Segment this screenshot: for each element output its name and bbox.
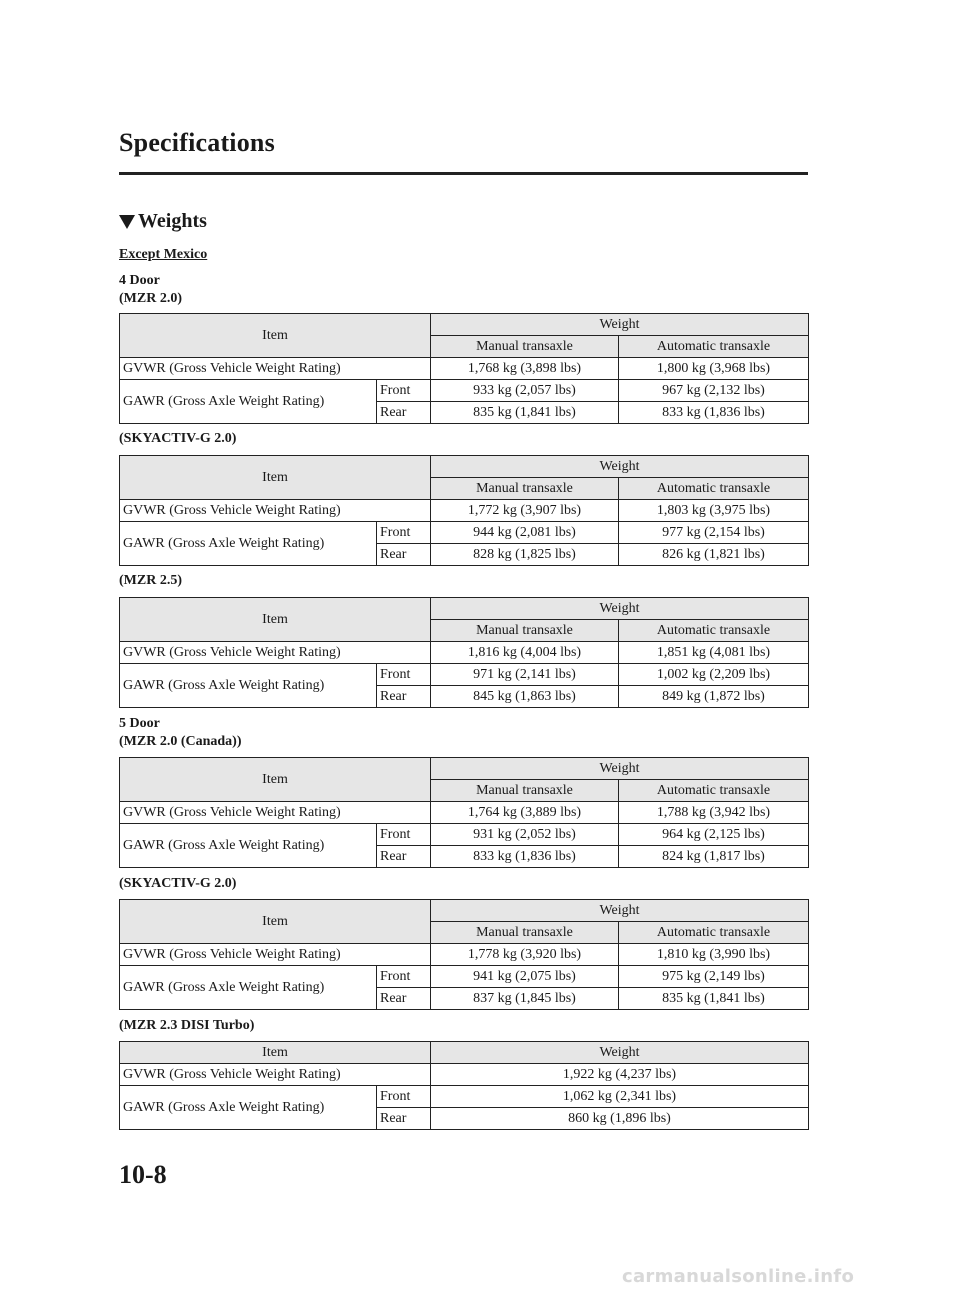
header-rule: [119, 172, 808, 175]
table-label: (SKYACTIV-G 2.0): [119, 431, 237, 446]
section-subtitle: Except Mexico: [119, 247, 208, 262]
header-manual: Manual transaxle: [431, 780, 619, 802]
rear-manual: 837 kg (1,845 lbs): [431, 988, 619, 1010]
rear-label: Rear: [377, 1108, 431, 1130]
gvwr-manual: 1,764 kg (3,889 lbs): [431, 802, 619, 824]
weights-table-3: [119, 597, 809, 708]
gvwr-manual: 1,816 kg (4,004 lbs): [431, 642, 619, 664]
group-label-5-door: 5 Door: [119, 716, 160, 731]
front-label: Front: [377, 664, 431, 686]
rear-automatic: 826 kg (1,821 lbs): [619, 544, 809, 566]
weights-table-6: [119, 1041, 809, 1130]
rear-automatic: 849 kg (1,872 lbs): [619, 686, 809, 708]
front-automatic: 1,002 kg (2,209 lbs): [619, 664, 809, 686]
front-manual: 941 kg (2,075 lbs): [431, 966, 619, 988]
table-label: (MZR 2.0): [119, 291, 182, 306]
front-label: Front: [377, 380, 431, 402]
rear-label: Rear: [377, 402, 431, 424]
weights-table-1: [119, 313, 809, 424]
rear-automatic: 824 kg (1,817 lbs): [619, 846, 809, 868]
table-label: (MZR 2.3 DISI Turbo): [119, 1018, 255, 1033]
rear-label: Rear: [377, 988, 431, 1010]
rear-automatic: 835 kg (1,841 lbs): [619, 988, 809, 1010]
row-gvwr-label: GVWR (Gross Vehicle Weight Rating): [120, 1064, 431, 1086]
header-item: Item: [120, 598, 431, 642]
gvwr-manual: 1,768 kg (3,898 lbs): [431, 358, 619, 380]
page-number: 10-8: [119, 1160, 167, 1189]
front-label: Front: [377, 824, 431, 846]
rear-automatic: 833 kg (1,836 lbs): [619, 402, 809, 424]
header-automatic: Automatic transaxle: [619, 478, 809, 500]
header-manual: Manual transaxle: [431, 478, 619, 500]
header-item: Item: [120, 758, 431, 802]
row-gawr-label: GAWR (Gross Axle Weight Rating): [120, 522, 377, 566]
table-label: (SKYACTIV-G 2.0): [119, 876, 237, 891]
group-label-4-door: 4 Door: [119, 273, 160, 288]
front-manual: 931 kg (2,052 lbs): [431, 824, 619, 846]
header-automatic: Automatic transaxle: [619, 336, 809, 358]
rear-label: Rear: [377, 544, 431, 566]
gvwr-automatic: 1,800 kg (3,968 lbs): [619, 358, 809, 380]
rear-manual: 828 kg (1,825 lbs): [431, 544, 619, 566]
watermark: carmanualsonline.info: [622, 1266, 855, 1287]
header-automatic: Automatic transaxle: [619, 620, 809, 642]
rear-value: 860 kg (1,896 lbs): [431, 1108, 809, 1130]
weights-table-4: [119, 757, 809, 868]
rear-manual: 833 kg (1,836 lbs): [431, 846, 619, 868]
header-weight: Weight: [431, 1042, 809, 1064]
row-gvwr-label: GVWR (Gross Vehicle Weight Rating): [120, 500, 431, 522]
header-item: Item: [120, 900, 431, 944]
header-manual: Manual transaxle: [431, 620, 619, 642]
gvwr-automatic: 1,803 kg (3,975 lbs): [619, 500, 809, 522]
row-gvwr-label: GVWR (Gross Vehicle Weight Rating): [120, 642, 431, 664]
header-automatic: Automatic transaxle: [619, 922, 809, 944]
section-title: Weights: [138, 210, 207, 232]
gvwr-manual: 1,778 kg (3,920 lbs): [431, 944, 619, 966]
rear-label: Rear: [377, 846, 431, 868]
front-automatic: 967 kg (2,132 lbs): [619, 380, 809, 402]
section-heading: [119, 210, 207, 233]
page-title: Specifications: [119, 128, 275, 157]
row-gvwr-label: GVWR (Gross Vehicle Weight Rating): [120, 802, 431, 824]
header-weight: Weight: [431, 758, 809, 780]
header-weight: Weight: [431, 598, 809, 620]
front-label: Front: [377, 966, 431, 988]
header-item: Item: [120, 1042, 431, 1064]
front-automatic: 977 kg (2,154 lbs): [619, 522, 809, 544]
front-label: Front: [377, 1086, 431, 1108]
header-weight: Weight: [431, 456, 809, 478]
front-automatic: 975 kg (2,149 lbs): [619, 966, 809, 988]
gvwr-value: 1,922 kg (4,237 lbs): [431, 1064, 809, 1086]
gvwr-automatic: 1,851 kg (4,081 lbs): [619, 642, 809, 664]
header-manual: Manual transaxle: [431, 922, 619, 944]
triangle-down-icon: [119, 215, 135, 229]
header-weight: Weight: [431, 314, 809, 336]
header-item: Item: [120, 456, 431, 500]
table-label: (MZR 2.0 (Canada)): [119, 734, 242, 749]
header-manual: Manual transaxle: [431, 336, 619, 358]
row-gawr-label: GAWR (Gross Axle Weight Rating): [120, 664, 377, 708]
front-manual: 944 kg (2,081 lbs): [431, 522, 619, 544]
gvwr-automatic: 1,788 kg (3,942 lbs): [619, 802, 809, 824]
header-item: Item: [120, 314, 431, 358]
front-label: Front: [377, 522, 431, 544]
gvwr-manual: 1,772 kg (3,907 lbs): [431, 500, 619, 522]
row-gawr-label: GAWR (Gross Axle Weight Rating): [120, 966, 377, 1010]
rear-manual: 845 kg (1,863 lbs): [431, 686, 619, 708]
row-gawr-label: GAWR (Gross Axle Weight Rating): [120, 1086, 377, 1130]
front-automatic: 964 kg (2,125 lbs): [619, 824, 809, 846]
row-gawr-label: GAWR (Gross Axle Weight Rating): [120, 380, 377, 424]
weights-table-2: [119, 455, 809, 566]
front-value: 1,062 kg (2,341 lbs): [431, 1086, 809, 1108]
table-label: (MZR 2.5): [119, 573, 182, 588]
front-manual: 933 kg (2,057 lbs): [431, 380, 619, 402]
header-automatic: Automatic transaxle: [619, 780, 809, 802]
row-gvwr-label: GVWR (Gross Vehicle Weight Rating): [120, 358, 431, 380]
front-manual: 971 kg (2,141 lbs): [431, 664, 619, 686]
rear-manual: 835 kg (1,841 lbs): [431, 402, 619, 424]
weights-table-5: [119, 899, 809, 1010]
row-gvwr-label: GVWR (Gross Vehicle Weight Rating): [120, 944, 431, 966]
row-gawr-label: GAWR (Gross Axle Weight Rating): [120, 824, 377, 868]
gvwr-automatic: 1,810 kg (3,990 lbs): [619, 944, 809, 966]
rear-label: Rear: [377, 686, 431, 708]
header-weight: Weight: [431, 900, 809, 922]
